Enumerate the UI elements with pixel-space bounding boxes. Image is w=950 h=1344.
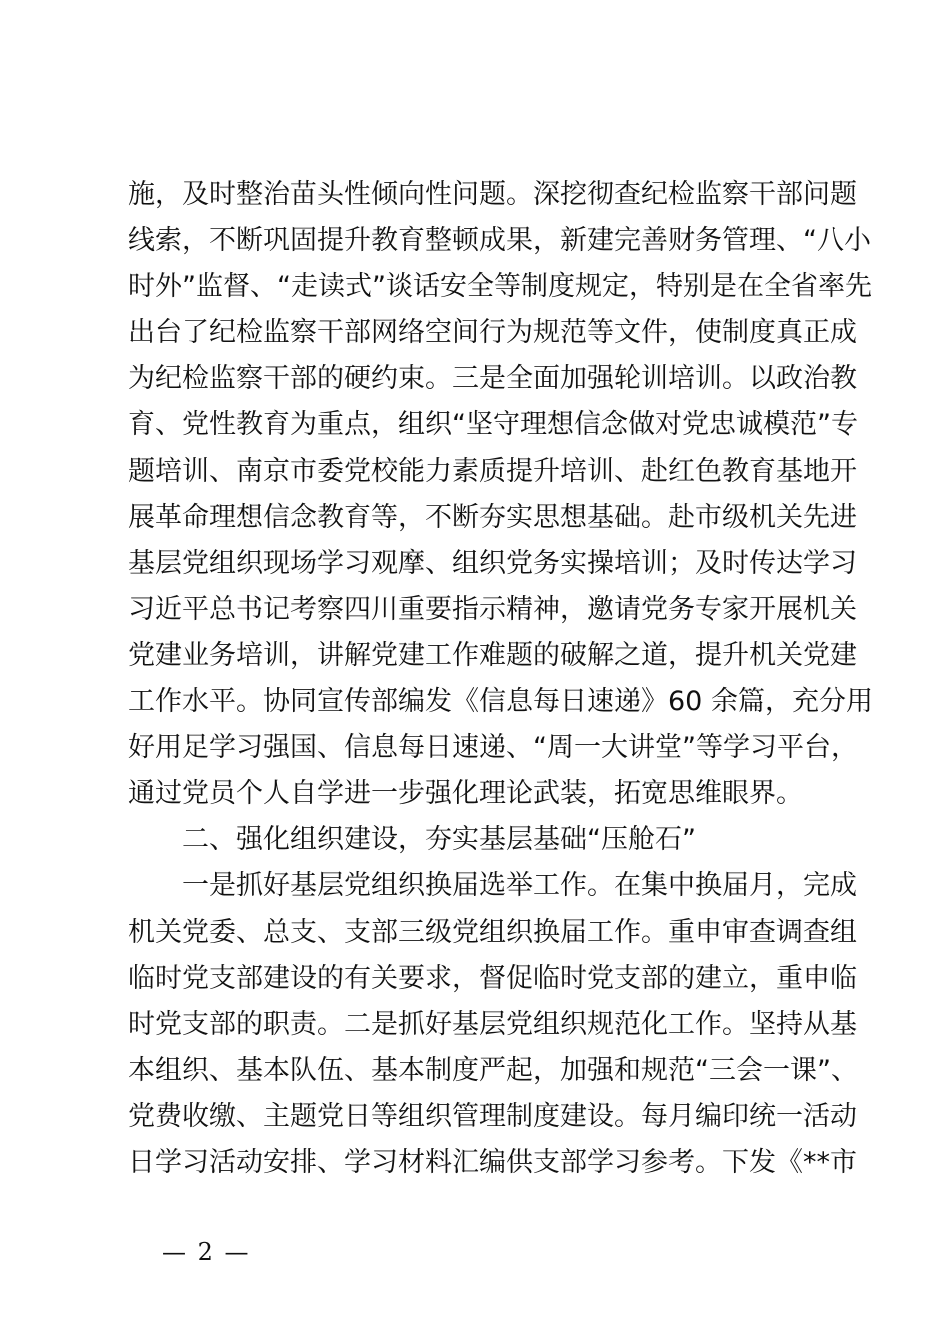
text-line: 机关党委、总支、支部三级党组织换届工作。重申审查调查组 xyxy=(128,916,857,948)
text-line: 党费收缴、主题党日等组织管理制度建设。每月编印统一活动 xyxy=(128,1100,857,1132)
text-line: 育、党性教育为重点，组织“坚守理想信念做对党忠诚模范”专 xyxy=(128,409,858,441)
text-line: 一是抓好基层党组织换届选举工作。在集中换届月，完成 xyxy=(182,870,857,902)
text-line: 习近平总书记考察四川重要指示精神，邀请党务专家开展机关 xyxy=(128,593,857,625)
page-number: — 2 — xyxy=(162,1238,251,1266)
text-line: 日学习活动安排、学习材料汇编供支部学习参考。下发《**市 xyxy=(128,1146,857,1178)
text-line: 时党支部的职责。二是抓好基层党组织规范化工作。坚持从基 xyxy=(128,1008,857,1040)
body-text xyxy=(128,172,873,1186)
text-line: 通过党员个人自学进一步强化理论武装，拓宽思维眼界。 xyxy=(128,778,803,810)
text-line: 为纪检监察干部的硬约束。三是全面加强轮训培训。以政治教 xyxy=(128,363,857,395)
text-line: 出台了纪检监察干部网络空间行为规范等文件，使制度真正成 xyxy=(128,317,857,349)
text-line: 线索，不断巩固提升教育整顿成果，新建完善财务管理、“八小 xyxy=(128,225,871,257)
text-line: 好用足学习强国、信息每日速递、“周一大讲堂”等学习平台， xyxy=(128,732,858,764)
text-line: 时外”监督、“走读式”谈话安全等制度规定，特别是在全省率先 xyxy=(128,271,872,303)
text-line: 党建业务培训，讲解党建工作难题的破解之道，提升机关党建 xyxy=(128,639,857,671)
text-line: 工作水平。协同宣传部编发《信息每日速递》60 余篇，充分用 xyxy=(128,686,873,718)
text-line: 题培训、南京市委党校能力素质提升培训、赴红色教育基地开 xyxy=(128,455,857,487)
text-line: 临时党支部建设的有关要求，督促临时党支部的建立，重申临 xyxy=(128,962,857,994)
text-line: 施，及时整治苗头性倾向性问题。深挖彻查纪检监察干部问题 xyxy=(128,179,857,210)
text-line: 基层党组织现场学习观摩、组织党务实操培训；及时传达学习 xyxy=(128,547,857,579)
text-line: 本组织、基本队伍、基本制度严起，加强和规范“三会一课”、 xyxy=(128,1054,858,1086)
section-heading: 二、强化组织建设，夯实基层基础“压舱石” xyxy=(182,824,696,856)
text-line: 展革命理想信念教育等，不断夯实思想基础。赴市级机关先进 xyxy=(128,501,857,533)
